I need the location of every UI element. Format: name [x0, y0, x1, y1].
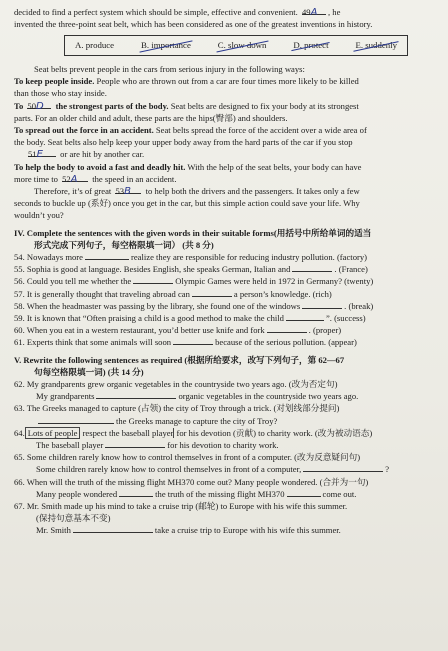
- intro-line-2: invented the three-point seat belt, which has been considered as one of the greatest inventions in history.: [14, 19, 373, 30]
- passage-intro: Seat belts prevent people in the cars from serious injury in the following ways:: [34, 63, 305, 74]
- point-4-line-1: [14, 161, 438, 173]
- answer-blank-62[interactable]: [96, 390, 176, 399]
- answer-blank-59[interactable]: [286, 312, 324, 321]
- answer-blank-66b[interactable]: [287, 488, 321, 497]
- question-number: 56.: [14, 276, 25, 287]
- answer-blank-58[interactable]: [302, 300, 342, 309]
- intro-line-end: , he: [327, 7, 341, 17]
- blank-51-number: 51: [28, 149, 37, 160]
- question-number: 54.: [14, 251, 25, 262]
- answer-blank-61[interactable]: [173, 336, 213, 345]
- point-2-text: Seat belts are designed to fix your body at its strongest: [168, 100, 359, 111]
- question-58: [14, 300, 438, 312]
- answer-blank-54[interactable]: [85, 251, 129, 260]
- option-d: D. protect: [293, 40, 329, 51]
- answer-text: take a cruise trip to Europe with his wife this summer.: [154, 525, 341, 536]
- answer-62: [14, 390, 438, 402]
- question-text: It is known that “Often praising a child is a good method to make the child: [26, 312, 284, 323]
- question-56: [14, 275, 438, 287]
- point-4-end: the speed in an accident.: [92, 173, 177, 184]
- point-1-text: People who are thrown out from a car are four times more likely to be killed: [94, 76, 359, 87]
- blank-49[interactable]: [301, 6, 326, 18]
- blank-53-number: 53: [115, 185, 125, 196]
- section-4-header-1: IV. Complete the sentences with the given words in their suitable forms(用括号中所给单词的适当: [14, 227, 372, 238]
- blank-50[interactable]: [27, 100, 51, 112]
- point-4-heading: To help the body to avoid a fast and deadly hit.: [14, 161, 186, 172]
- option-a: A. produce: [75, 40, 115, 51]
- question-text: Sophia is good at language. Besides English, she speaks German, Italian and: [26, 264, 291, 275]
- blank-51[interactable]: [28, 148, 56, 161]
- answer-67: [14, 524, 438, 536]
- question-64: [14, 427, 438, 439]
- blank-52[interactable]: [62, 173, 88, 185]
- handwritten-answer-52: A: [70, 173, 78, 185]
- answer-text: ?: [385, 464, 390, 475]
- point-3-line-3: [14, 148, 438, 160]
- question-67-note: (保持句意基本不变): [36, 513, 111, 524]
- point-4-text: With the help of the seat belts, your body can have: [185, 161, 362, 172]
- blank-49-number: 49: [301, 7, 311, 17]
- question-text: a person’s knowledge. (rich): [233, 288, 332, 299]
- conclusion-text: Therefore, it’s of great: [34, 185, 112, 196]
- answer-text: organic vegetables in the countryside two years ago.: [178, 391, 359, 402]
- question-65: 65. Some children rarely know how to control themselves in front of a computer. (改为反意疑问句): [14, 452, 361, 463]
- point-3-text: Seat belts spread the force of the accident over a wide area of: [153, 124, 367, 135]
- answer-66: [14, 488, 438, 500]
- point-2-to: To: [14, 100, 24, 111]
- point-4-text-2: more time to: [14, 173, 58, 184]
- question-55: [14, 263, 438, 275]
- question-text: Experts think that some animals will soon: [26, 337, 172, 348]
- answer-text: My grandparents: [36, 391, 95, 402]
- answer-text: Many people wondered: [36, 488, 118, 499]
- question-text: ”. (success): [325, 312, 366, 323]
- question-number: 59.: [14, 312, 25, 323]
- answer-text: Some children rarely know how to control themselves in front of a computer,: [36, 464, 302, 475]
- section-5-header-2: 句每空格限填一词) (共 14 分): [34, 366, 144, 377]
- question-62: 62. My grandparents grew organic vegetables in the countryside two years ago. (改为否定句): [14, 378, 338, 389]
- question-number: 57.: [14, 288, 25, 299]
- conclusion-line-2: seconds to buckle up (系好) once you get in the car, but this simple action could save your life. Why: [14, 198, 360, 209]
- answer-blank-63[interactable]: [38, 415, 114, 424]
- question-text: respect the baseball player: [82, 427, 174, 438]
- question-67: 67. Mr. Smith made up his mind to take a cruise trip (邮轮) to Europe with his wife this summer.: [14, 501, 348, 511]
- answer-text: come out.: [322, 488, 357, 499]
- question-text: . (France): [334, 264, 368, 275]
- question-text: Could you tell me whether the: [26, 276, 132, 287]
- question-66: 66. When will the truth of the missing flight MH370 come out? Many people wondered. (合并为一句): [14, 476, 369, 487]
- answer-64: [14, 439, 438, 451]
- answer-blank-66a[interactable]: [119, 488, 153, 497]
- handwritten-answer-53: B: [124, 185, 131, 197]
- question-text: realize they are responsible for reducing industry pollution. (factory): [131, 251, 368, 262]
- handwritten-answer-49: A: [310, 7, 318, 18]
- question-54: [14, 251, 438, 263]
- question-text: because of the serious pollution. (appear): [215, 337, 357, 348]
- answer-blank-65[interactable]: [303, 463, 383, 472]
- point-2-line-2: parts. For an older child and adult, these parts are the hips(臀部) and shoulders.: [14, 112, 288, 123]
- point-1-line-1: [14, 75, 438, 87]
- point-1-heading: To keep people inside.: [14, 76, 95, 87]
- answer-text: for his devotion to charity work.: [167, 439, 279, 450]
- intro-line-1: [14, 6, 438, 18]
- question-text: When you eat in a western restaurant, you’d better use knife and fork: [26, 325, 265, 336]
- option-b: B. importance: [141, 40, 191, 51]
- answer-63: [14, 415, 438, 427]
- question-text: . (proper): [308, 325, 342, 336]
- answer-blank-60[interactable]: [267, 324, 307, 333]
- intro-text: decided to find a perfect system which should be simple, effective and convenient.: [14, 7, 298, 17]
- question-text: Nowadays more: [26, 251, 83, 262]
- answer-blank-56[interactable]: [133, 275, 173, 284]
- question-text: for his devotion (贡献) to charity work. (改为被动语态): [173, 428, 374, 438]
- conclusion-text-2: to help both the drivers and the passengers. It takes only a few: [145, 185, 360, 196]
- point-4-line-2: [14, 173, 438, 185]
- answer-blank-67[interactable]: [73, 524, 153, 533]
- answer-blank-55[interactable]: [292, 263, 332, 272]
- handwritten-answer-50: D: [36, 100, 44, 112]
- blank-52-number: 52: [62, 173, 71, 184]
- question-number: 64.: [14, 427, 25, 438]
- question-63: 63. The Greeks managed to capture (占领) the city of Troy through a trick. (对划线部分提问): [14, 403, 340, 414]
- point-2-heading: the strongest parts of the body.: [55, 100, 169, 111]
- point-3-heading: To spread out the force in an accident.: [14, 124, 154, 135]
- question-57: [14, 288, 438, 300]
- answer-65: [14, 463, 438, 475]
- answer-text: the truth of the missing flight MH370: [155, 488, 285, 499]
- answer-text: the Greeks manage to capture the city of Troy?: [116, 415, 278, 426]
- point-3-line-2: the body. Seat belts also help keep your upper body away from the hard parts of the car if you stop: [14, 137, 353, 148]
- question-number: 60.: [14, 325, 25, 336]
- question-61: [14, 336, 438, 348]
- question-text: . (break): [344, 300, 374, 311]
- section-5-header-1: V. Rewrite the following sentences as required (根据所给要求，改写下列句子，第 62—67: [14, 354, 345, 365]
- question-59: [14, 312, 438, 324]
- blank-50-number: 50: [27, 100, 36, 111]
- question-text: Olympic Games were held in 1972 in Germany? (twenty): [175, 276, 374, 287]
- point-3-end: or are hit by another car.: [60, 149, 145, 160]
- point-2-line-1: [14, 100, 438, 112]
- question-number: 61.: [14, 337, 25, 348]
- section-4-header-2: 形式完成下列句子，每空格限填一词） (共 8 分): [34, 239, 214, 250]
- option-e: E. suddenly: [355, 40, 397, 51]
- conclusion-line-1: [14, 185, 438, 197]
- question-text: It is generally thought that traveling abroad can: [26, 288, 190, 299]
- question-number: 58.: [14, 300, 25, 311]
- question-60: [14, 324, 438, 336]
- answer-text: The baseball player: [36, 439, 104, 450]
- point-1-line-2: than those who stay inside.: [14, 88, 107, 99]
- point-3-line-1: [14, 124, 438, 136]
- answer-blank-57[interactable]: [192, 288, 232, 297]
- handwritten-answer-51: E: [36, 149, 43, 161]
- answer-text: Mr. Smith: [36, 525, 71, 536]
- answer-blank-64[interactable]: [105, 439, 165, 448]
- boxed-subject: Lots of people: [25, 427, 81, 439]
- word-options-box: [64, 35, 408, 55]
- conclusion-line-3: wouldn’t you?: [14, 210, 64, 221]
- question-text: When the headmaster was passing by the library, she found one of the windows: [26, 300, 301, 311]
- option-c: C. slow down: [217, 40, 267, 51]
- question-number: 55.: [14, 264, 25, 275]
- blank-53[interactable]: [115, 185, 141, 197]
